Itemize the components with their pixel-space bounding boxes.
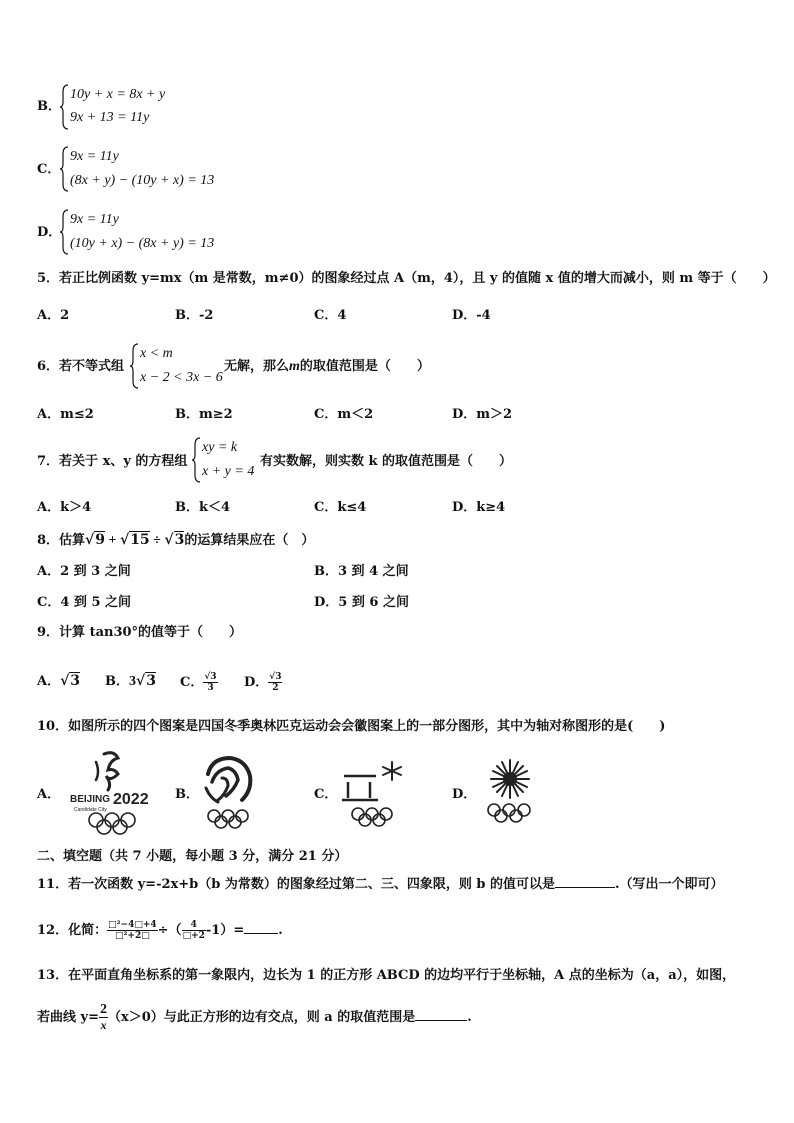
q6-brace (130, 343, 140, 389)
q12-prefix: 12．化简： (37, 923, 108, 938)
q12-f1-num: □²−4□+4 (108, 920, 157, 930)
q13-end: . (467, 1010, 472, 1025)
q8-option-d: D．5 到 6 之间 (314, 595, 409, 610)
section-2-heading: 二、填空题（共 7 小题，每小题 3 分，满分 21 分） (37, 849, 348, 864)
q11-tail: .（写出一个即可） (615, 877, 724, 892)
q9-option-a (37, 672, 80, 691)
snowflake-emblem-logo (476, 756, 546, 828)
q12-line (37, 920, 283, 941)
q8-sqrt-3: √3 (164, 532, 185, 548)
q9-c-den: 3 (207, 683, 214, 693)
q8-rad-15: 15 (130, 532, 150, 548)
q4-option-c-eq2: (8x + y) − (10y + x) = 13 (70, 173, 215, 188)
q8-sqrt-15: √15 (119, 532, 150, 548)
q9-c-frac (203, 672, 217, 693)
q12-f2-num: 4 (182, 920, 206, 931)
q7-brace (192, 437, 202, 483)
q12-div: ÷（ (157, 923, 182, 938)
q13-line-2 (37, 1003, 472, 1032)
q7-row2: x + y = 4 (202, 464, 255, 479)
q7-suffix: 有实数解，则实数 k 的取值范围是（ ） (260, 454, 513, 469)
q5-option-b: B．-2 (175, 308, 214, 323)
q11-answer-blank[interactable] (555, 874, 615, 888)
q10-option-b: B． (175, 787, 199, 802)
q13-line-1: 13．在平面直角坐标系的第一象限内，边长为 1 的正方形 ABCD 的边均平行于坐标轴，A 点的坐标为（a，a），如图， (37, 968, 736, 983)
q8-rad-9: 9 (95, 532, 105, 548)
q6-suffix (224, 358, 430, 376)
q12-frac-2 (182, 920, 206, 941)
q5-option-c: C．4 (314, 308, 347, 323)
q10-option-c: C． (314, 787, 338, 802)
q4-option-d-eq2: (10y + x) − (8x + y) = 13 (70, 236, 215, 251)
q4-option-b-label: B． (37, 99, 61, 114)
q9-option-c (180, 672, 218, 693)
q8-line: 8．估算√9 + √15 ÷ √3的运算结果应在（ ） (37, 532, 315, 548)
q4-option-d-label: D． (37, 225, 62, 240)
q9-d-den: 2 (272, 683, 279, 693)
q6-prefix: 6．若不等式组 (37, 359, 125, 374)
q5-option-a: A．2 (37, 308, 70, 323)
q8-rad-3: 3 (174, 532, 185, 548)
q7-row1: xy = k (202, 440, 238, 455)
q13-frac-den: x (100, 1018, 107, 1032)
q13-answer-blank[interactable] (415, 1007, 467, 1021)
q6-option-c: C．m＜2 (314, 407, 374, 422)
q12-end: . (278, 923, 283, 938)
q8-option-a: A．2 到 3 之间 (37, 564, 131, 579)
q12-frac-1 (107, 920, 158, 941)
q9-d-frac (268, 672, 282, 693)
q10-option-d: D． (452, 787, 477, 802)
q4-option-b-eq2: 9x + 13 = 11y (70, 110, 150, 125)
q12-answer-blank[interactable] (244, 920, 278, 934)
q6-row2: x − 2 < 3x − 6 (140, 370, 223, 385)
q9-a-rad: 3 (70, 673, 81, 689)
q7-option-b: B．k＜4 (175, 500, 231, 515)
q6-suffix-m: m (289, 359, 300, 374)
q7-option-c: C．k≤4 (314, 500, 367, 515)
q6-option-a: A．m≤2 (37, 407, 94, 422)
q5-option-d: D．-4 (452, 308, 491, 323)
q9-a-sqrt: √3 (60, 673, 81, 689)
beijing-2022-logo (66, 748, 156, 836)
q6-option-d: D．m＞2 (452, 407, 513, 422)
q6-suffix-a: 无解，那么 (224, 359, 290, 374)
q8-suffix: 的运算结果应在（ ） (184, 533, 315, 548)
q11-line (37, 874, 724, 894)
q4-option-d-eq1: 9x = 11y (70, 212, 119, 227)
q7-prefix: 7．若关于 x、y 的方程组 (37, 454, 188, 469)
q8-option-b: B．3 到 4 之间 (314, 564, 409, 579)
q9-b-rad: 3 (146, 673, 156, 689)
q9-a-label: A． (37, 674, 61, 689)
q4-option-b-eq1: 10y + x = 8x + y (70, 87, 166, 102)
q10-stem: 10．如图所示的四个图案是四国冬季奥林匹克运动会会徽图案上的一部分图形，其中为轴对称图形的是( ) (37, 719, 666, 734)
q8-prefix: 8．估算 (37, 533, 86, 548)
q4-option-c-eq1: 9x = 11y (70, 149, 119, 164)
q8-option-c: C．4 到 5 之间 (37, 595, 132, 610)
q13-line2-b: （x＞0）与此正方形的边有交点，则 a 的取值范围是 (107, 1010, 416, 1025)
q5-stem: 5．若正比例函数 y=mx（m 是常数，m≠0）的图象经过点 A（m，4），且 y 的值随 x 值的增大而减小，则 m 等于（ ） (37, 271, 776, 286)
q9-b-sqrt: √3 (136, 673, 156, 689)
q13-frac-num: 2 (99, 1002, 107, 1017)
nagano-1998-logo (338, 760, 408, 832)
q7-option-a: A．k＞4 (37, 500, 92, 515)
q6-row1: x < m (140, 346, 173, 361)
q4-option-c-brace (60, 146, 70, 192)
q9-d-num: √3 (269, 672, 282, 682)
q9-option-b (105, 672, 156, 691)
torino-2006-logo (198, 752, 260, 832)
q12-f2-den: □+2 (182, 931, 205, 941)
q9-b-label: B． (105, 674, 129, 689)
q6-option-b: B．m≥2 (175, 407, 233, 422)
q4-option-c-label: C． (37, 162, 61, 177)
q4-option-d-brace (60, 209, 70, 255)
q9-option-d (244, 672, 282, 693)
q6-suffix-b: 的取值范围是（ ） (299, 359, 430, 374)
q9-c-num: √3 (204, 672, 217, 682)
q13-frac (99, 1003, 108, 1032)
q7-option-d: D．k≥4 (452, 500, 506, 515)
q10-option-a: A． (37, 787, 61, 802)
q4-option-b-brace (60, 84, 70, 130)
q12-f1-den: □²+2□ (114, 931, 150, 941)
logo-a-beijing-text: BEIJING (70, 794, 111, 805)
q13-line2-a: 若曲线 y= (37, 1010, 99, 1025)
q9-d-label: D． (244, 675, 269, 690)
q11-stem: 11．若一次函数 y=-2x+b（b 为常数）的图象经过第二、三、四象限，则 b 的值可以是 (37, 877, 555, 892)
q9-b-coef: 3 (129, 674, 136, 689)
q9-stem: 9．计算 tan30°的值等于（ ） (37, 625, 243, 640)
logo-a-2022-text: 2022 (113, 791, 149, 808)
q8-sqrt-9: √9 (85, 532, 105, 548)
q9-c-label: C． (180, 675, 204, 690)
logo-a-candidate-text: Candidate City (74, 807, 107, 813)
q12-tail: -1）= (205, 923, 245, 938)
